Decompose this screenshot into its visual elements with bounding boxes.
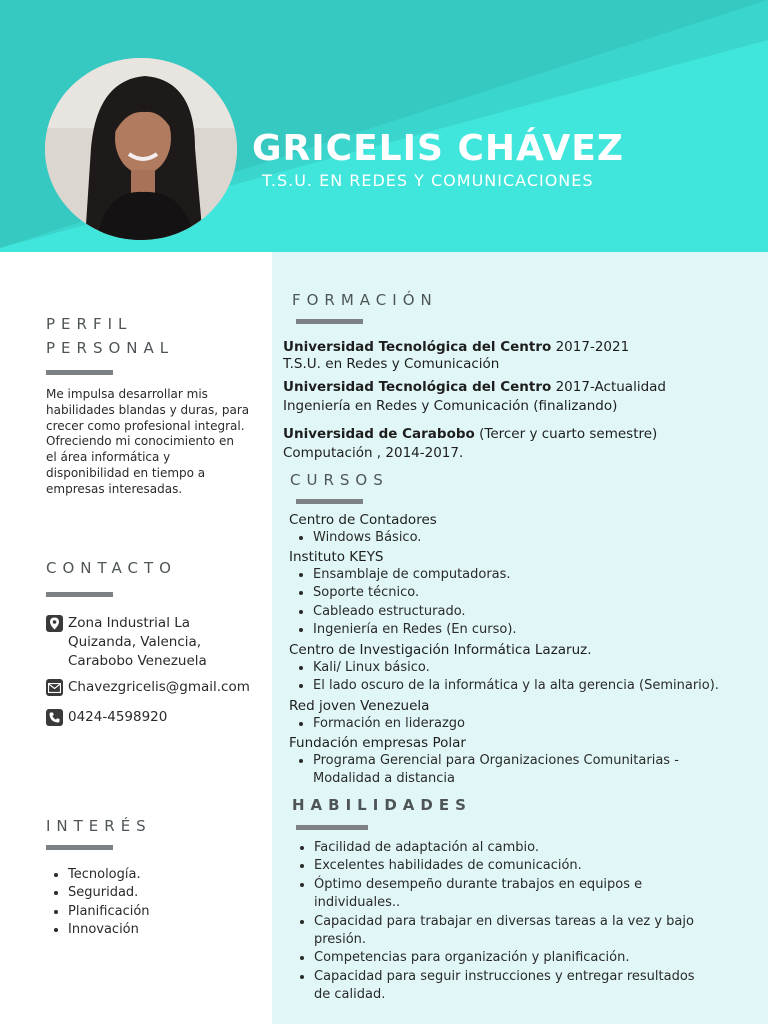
phone-text[interactable]: 0424-4598920 <box>68 709 168 725</box>
perfil-line: el área informática y <box>46 450 171 465</box>
skill-item <box>314 968 754 1005</box>
course-group-1: Centro de Contadores <box>289 512 437 528</box>
skill-line: • Capacidad para seguir instrucciones y entregar resultados <box>314 968 695 984</box>
interes-title: INTERÉS <box>46 817 152 835</box>
education-desc-2: Ingeniería en Redes y Comunicación (finalizando) <box>283 398 618 414</box>
skill-line: • Capacidad para trabajar en diversas tareas a la vez y bajo <box>314 913 694 929</box>
education-entry-1 <box>283 338 629 357</box>
person-name: GRICELIS CHÁVEZ <box>252 128 624 169</box>
course-item: • Windows Básico. <box>313 529 421 547</box>
skill-item <box>314 876 754 913</box>
interes-item: • Tecnología. <box>68 866 278 884</box>
education-desc-1: T.S.U. en Redes y Comunicación <box>283 356 500 372</box>
interes-divider <box>46 845 113 850</box>
perfil-line: crecer como profesional integral. <box>46 418 245 433</box>
perfil-line: Ofreciendo mi conocimiento en <box>46 434 234 449</box>
formacion-title: FORMACIÓN <box>292 291 438 309</box>
course-item: • Kali/ Linux básico. <box>313 659 719 677</box>
course-group-5: Fundación empresas Polar <box>289 735 466 751</box>
contact-email[interactable] <box>46 678 250 697</box>
skill-line: • Facilidad de adaptación al cambio. <box>314 840 540 855</box>
location-pin-icon <box>46 615 63 632</box>
skill-line: presión. <box>314 932 367 948</box>
education-institution: Universidad Tecnológica del Centro <box>283 339 552 355</box>
education-years: 2017-2021 <box>555 339 630 355</box>
education-entry-2 <box>283 378 666 397</box>
address-line: Zona Industrial La <box>68 615 191 631</box>
skill-line: • Óptimo desempeño durante trabajos en equipos e <box>314 876 643 892</box>
course-item: • Cableado estructurado. <box>313 603 517 621</box>
course-item: • Ingeniería en Redes (En curso). <box>313 621 517 639</box>
course-item: • Formación en liderazgo <box>313 715 465 733</box>
perfil-title-line-2: PERSONAL <box>46 339 175 357</box>
perfil-line: disponibilidad en tiempo a <box>46 465 206 480</box>
address-line: Quizanda, Valencia, <box>68 634 202 650</box>
header-banner <box>0 0 768 252</box>
education-institution: Universidad de Carabobo <box>283 426 475 442</box>
education-years: 2017-Actualidad <box>555 379 666 395</box>
perfil-line: empresas interesadas. <box>46 481 183 496</box>
perfil-title-line-1: PERFIL <box>46 315 133 333</box>
course-list-3 <box>291 659 719 696</box>
profile-photo <box>45 58 237 240</box>
course-group-2: Instituto KEYS <box>289 549 384 565</box>
perfil-line: Me impulsa desarrollar mis <box>46 387 208 401</box>
course-list-4 <box>291 715 465 733</box>
interes-item: • Innovación <box>68 921 278 939</box>
course-item <box>313 752 679 789</box>
perfil-line: habilidades blandas y duras, para <box>46 402 250 417</box>
contact-phone[interactable] <box>46 708 167 727</box>
course-item: • El lado oscuro de la informática y la alta gerencia (Seminario). <box>313 677 719 695</box>
habilidades-divider <box>296 825 368 830</box>
course-item: • Ensamblaje de computadoras. <box>313 566 517 584</box>
course-list-5 <box>291 752 679 789</box>
formacion-divider <box>296 319 363 324</box>
course-group-3: Centro de Investigación Informática Lazaruz. <box>289 642 592 658</box>
course-item: • Soporte técnico. <box>313 584 517 602</box>
course-list-2 <box>291 566 517 640</box>
education-entry-3 <box>283 425 657 444</box>
skill-line: • Excelentes habilidades de comunicación. <box>314 858 582 874</box>
course-item-line: Modalidad a distancia <box>313 771 455 787</box>
skill-item <box>314 913 754 950</box>
skill-item <box>314 857 754 875</box>
email-text[interactable]: Chavezgricelis@gmail.com <box>68 679 250 695</box>
habilidades-title: HABILIDADES <box>292 796 472 814</box>
contacto-divider <box>46 592 113 597</box>
cursos-divider <box>296 499 363 504</box>
person-role: T.S.U. EN REDES Y COMUNICACIONES <box>262 171 594 190</box>
habilidades-list <box>292 839 754 1005</box>
contacto-title: CONTACTO <box>46 559 177 577</box>
skill-line: de calidad. <box>314 987 386 1003</box>
address-line: Carabobo Venezuela <box>68 653 207 669</box>
contact-address <box>46 614 207 671</box>
course-list-1 <box>291 529 421 547</box>
course-group-4: Red joven Venezuela <box>289 698 430 714</box>
mail-icon <box>46 679 63 696</box>
education-institution: Universidad Tecnológica del Centro <box>283 379 552 395</box>
perfil-divider <box>46 370 113 375</box>
course-item-line: • Programa Gerencial para Organizaciones Comunitarias - <box>313 753 679 768</box>
skill-item <box>314 839 754 857</box>
phone-icon <box>46 709 63 726</box>
interes-item: • Seguridad. <box>68 884 278 902</box>
intereses-list <box>46 866 278 940</box>
education-desc-3: Computación , 2014-2017. <box>283 445 464 461</box>
skill-line: individuales.. <box>314 895 401 911</box>
skill-item <box>314 949 754 967</box>
cursos-title: CURSOS <box>290 471 389 489</box>
perfil-text <box>46 387 268 498</box>
interes-item: • Planificación <box>68 903 278 921</box>
education-note: (Tercer y cuarto semestre) <box>479 426 658 442</box>
address-text <box>68 614 207 671</box>
skill-line: • Competencias para organización y planificación. <box>314 950 630 966</box>
